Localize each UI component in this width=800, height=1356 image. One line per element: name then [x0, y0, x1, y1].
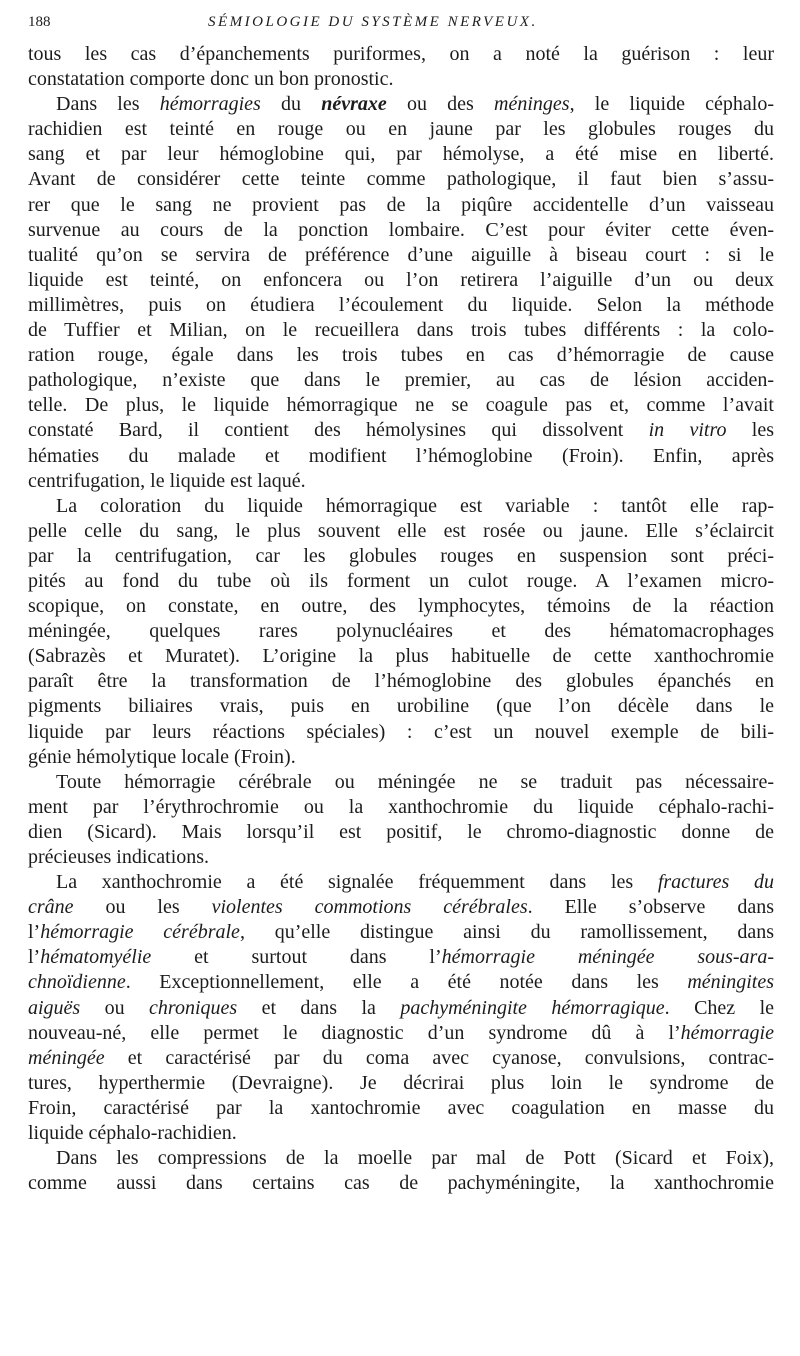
text-segment: survenue au cours de la ponction lombaire. C’est pour éviter cette éven- — [28, 218, 774, 241]
text-segment: tualité qu’on se servira de préférence d’une aiguille à biseau court : si le — [28, 243, 774, 266]
text-line — [28, 193, 774, 218]
text-line — [28, 142, 774, 167]
text-segment: constatation comporte donc un bon pronostic. — [28, 68, 394, 91]
text-segment: Avant de considérer cette teinte comme pathologique, il faut bien s’assu- — [28, 168, 774, 191]
text-line — [28, 343, 774, 368]
text-segment: scopique, on constate, en outre, des lymphocytes, témoins de la réaction — [28, 595, 774, 618]
italic-text: chnoïdienne — [28, 971, 126, 994]
text-segment: et surtout dans l’ — [151, 946, 442, 969]
text-segment: hématies du malade et modifient l’hémoglobine (Froin). Enfin, après — [28, 444, 774, 467]
italic-text: hémorragies — [159, 93, 261, 116]
text-segment: tures, hyperthermie (Devraigne). Je décrirai plus loin le syndrome de — [28, 1071, 774, 1094]
text-line — [28, 945, 774, 970]
text-line — [28, 644, 774, 669]
text-segment: l’ — [28, 921, 41, 944]
text-segment: pigments biliaires vrais, puis en urobiline (que l’on décèle dans le — [28, 695, 774, 718]
italic-text: hématomyélie — [40, 946, 152, 969]
page-header — [28, 14, 774, 42]
text-line — [28, 42, 774, 67]
text-line — [28, 519, 774, 544]
text-line — [28, 1146, 774, 1171]
text-segment: centrifugation, le liquide est laqué. — [28, 469, 306, 492]
text-line — [28, 1121, 774, 1146]
text-segment: liquide céphalo-rachidien. — [28, 1122, 237, 1145]
text-segment: millimètres, puis on étudiera l’écoulement du liquide. Selon la méthode — [28, 293, 774, 316]
text-segment: rachidien est teinté en rouge ou en jaune par les globules rouges du — [28, 118, 774, 141]
italic-text: in vitro — [648, 419, 727, 442]
text-segment: nouveau-né, elle permet le diagnostic d’un syndrome dû à l’ — [28, 1021, 681, 1044]
text-line — [28, 1171, 774, 1196]
text-segment: Dans les compressions de la moelle par mal de Pott (Sicard et Foix), — [56, 1147, 774, 1170]
text-line — [28, 870, 774, 895]
text-line — [28, 117, 774, 142]
text-segment: pathologique, n’existe que dans le premier, au cas de lésion acciden- — [28, 369, 774, 392]
text-segment: de Tuffier et Milian, on le recueillera dans trois tubes différents : la colo- — [28, 319, 774, 342]
text-segment: génie hémolytique locale (Froin). — [28, 745, 296, 768]
text-line — [28, 418, 774, 443]
italic-text: chroniques — [149, 996, 238, 1019]
text-line — [28, 619, 774, 644]
italic-text: méninges — [494, 93, 570, 116]
text-segment: précieuses indications. — [28, 846, 210, 868]
text-segment: constaté Bard, il contient des hémolysines qui dissolvent — [28, 419, 649, 442]
text-line — [28, 318, 774, 343]
text-line — [28, 845, 774, 870]
text-segment: ment par l’érythrochromie ou la xanthochromie du liquide céphalo-rachi- — [28, 795, 774, 818]
text-line — [28, 970, 774, 995]
text-line — [28, 594, 774, 619]
italic-text: hémorragie cérébrale — [40, 921, 240, 944]
text-segment: , le liquide céphalo- — [569, 93, 774, 116]
text-segment: ration rouge, égale dans les trois tubes en cas d’hémorragie de cause — [28, 344, 774, 367]
italic-text: violentes commotions cérébrales — [211, 896, 528, 919]
italic-text: aiguës — [28, 996, 81, 1019]
text-line — [28, 494, 774, 519]
text-line — [28, 745, 774, 770]
text-line — [28, 167, 774, 192]
text-line — [28, 1096, 774, 1121]
italic-text: méningée — [28, 1046, 105, 1069]
text-segment: ou — [80, 996, 150, 1019]
italic-text: fractures du — [657, 871, 774, 894]
text-segment: . Elle s’observe dans — [527, 896, 774, 919]
text-segment: les — [726, 419, 774, 442]
text-segment: et caractérisé par du coma avec cyanose, convulsions, contrac- — [104, 1046, 774, 1069]
italic-text: pachyméningite hémorragique — [400, 996, 665, 1019]
text-segment: par la centrifugation, car les globules rouges en suspension sont préci- — [28, 544, 774, 567]
text-segment: liquide par leurs réactions spéciales) : c’est un nouvel exemple de bili- — [28, 720, 774, 743]
text-segment: paraît être la transformation de l’hémoglobine des globules épanchés en — [28, 670, 774, 693]
text-line — [28, 1021, 774, 1046]
text-segment: dien (Sicard). Mais lorsqu’il est positif, le chromo-diagnostic donne de — [28, 820, 774, 843]
text-line — [28, 569, 774, 594]
text-segment: pelle celle du sang, le plus souvent elle est rosée ou jaune. Elle s’éclaircit — [28, 519, 774, 542]
text-segment: liquide est teinté, on enfoncera ou l’on retirera l’aiguille d’un ou deux — [28, 268, 774, 291]
text-segment: méningée, quelques rares polynucléaires et des hématomacrophages — [28, 620, 774, 643]
running-title: SÉMIOLOGIE DU SYSTÈME NERVEUX. — [208, 14, 538, 30]
text-segment: . Exceptionnellement, elle a été notée dans les — [125, 971, 688, 994]
text-line — [28, 218, 774, 243]
text-line — [28, 770, 774, 795]
text-line — [28, 92, 774, 117]
text-segment: sang et par leur hémoglobine qui, par hémolyse, a été mise en liberté. — [28, 143, 774, 166]
text-line — [28, 268, 774, 293]
italic-text: hémorragie méningée sous-ara- — [441, 946, 774, 969]
text-segment: pités au fond du tube où ils forment un culot rouge. A l’examen micro- — [28, 569, 774, 592]
text-segment: comme aussi dans certains cas de pachyméningite, la xanthochromie — [28, 1172, 774, 1195]
text-segment: telle. De plus, le liquide hémorragique ne se coagule pas et, comme l’avait — [28, 394, 774, 417]
text-line — [28, 694, 774, 719]
text-line — [28, 393, 774, 418]
text-segment: (Sabrazès et Muratet). L’origine la plus habituelle de cette xanthochromie — [28, 645, 774, 668]
italic-text: névraxe — [321, 93, 387, 116]
text-segment: ou les — [73, 896, 212, 919]
text-line — [28, 67, 774, 92]
text-segment: rer que le sang ne provient pas de la piqûre accidentelle d’un vaisseau — [28, 193, 774, 216]
text-segment: Froin, caractérisé par la xantochromie avec coagulation en masse du — [28, 1096, 774, 1119]
page-number: 188 — [28, 14, 51, 30]
italic-text: méningites — [687, 971, 774, 994]
text-line — [28, 720, 774, 745]
text-segment: ou des — [386, 93, 495, 116]
text-line — [28, 293, 774, 318]
text-line — [28, 368, 774, 393]
text-line — [28, 820, 774, 845]
text-segment: La xanthochromie a été signalée fréquemment dans les — [56, 871, 658, 894]
italic-text: hémorragie — [680, 1021, 774, 1044]
text-line — [28, 895, 774, 920]
text-segment: et dans la — [237, 996, 401, 1019]
text-segment: . Chez le — [664, 996, 774, 1019]
text-segment: Dans les — [56, 93, 160, 116]
text-segment: du — [260, 93, 322, 116]
text-segment: tous les cas d’épanchements puriformes, on a noté la guérison : leur — [28, 43, 774, 65]
text-line — [28, 1046, 774, 1071]
body-text — [28, 42, 774, 1196]
text-line — [28, 469, 774, 494]
text-segment: , qu’elle distingue ainsi du ramollissement, dans — [239, 921, 774, 944]
text-line — [28, 669, 774, 694]
text-segment: l’ — [28, 946, 41, 969]
text-line — [28, 1071, 774, 1096]
text-segment: La coloration du liquide hémorragique est variable : tantôt elle rap- — [56, 494, 774, 517]
text-segment: Toute hémorragie cérébrale ou méningée ne se traduit pas nécessaire- — [56, 770, 774, 793]
text-line — [28, 243, 774, 268]
text-line — [28, 996, 774, 1021]
text-line — [28, 544, 774, 569]
text-line — [28, 444, 774, 469]
italic-text: crâne — [28, 896, 74, 919]
text-line — [28, 795, 774, 820]
text-line — [28, 920, 774, 945]
